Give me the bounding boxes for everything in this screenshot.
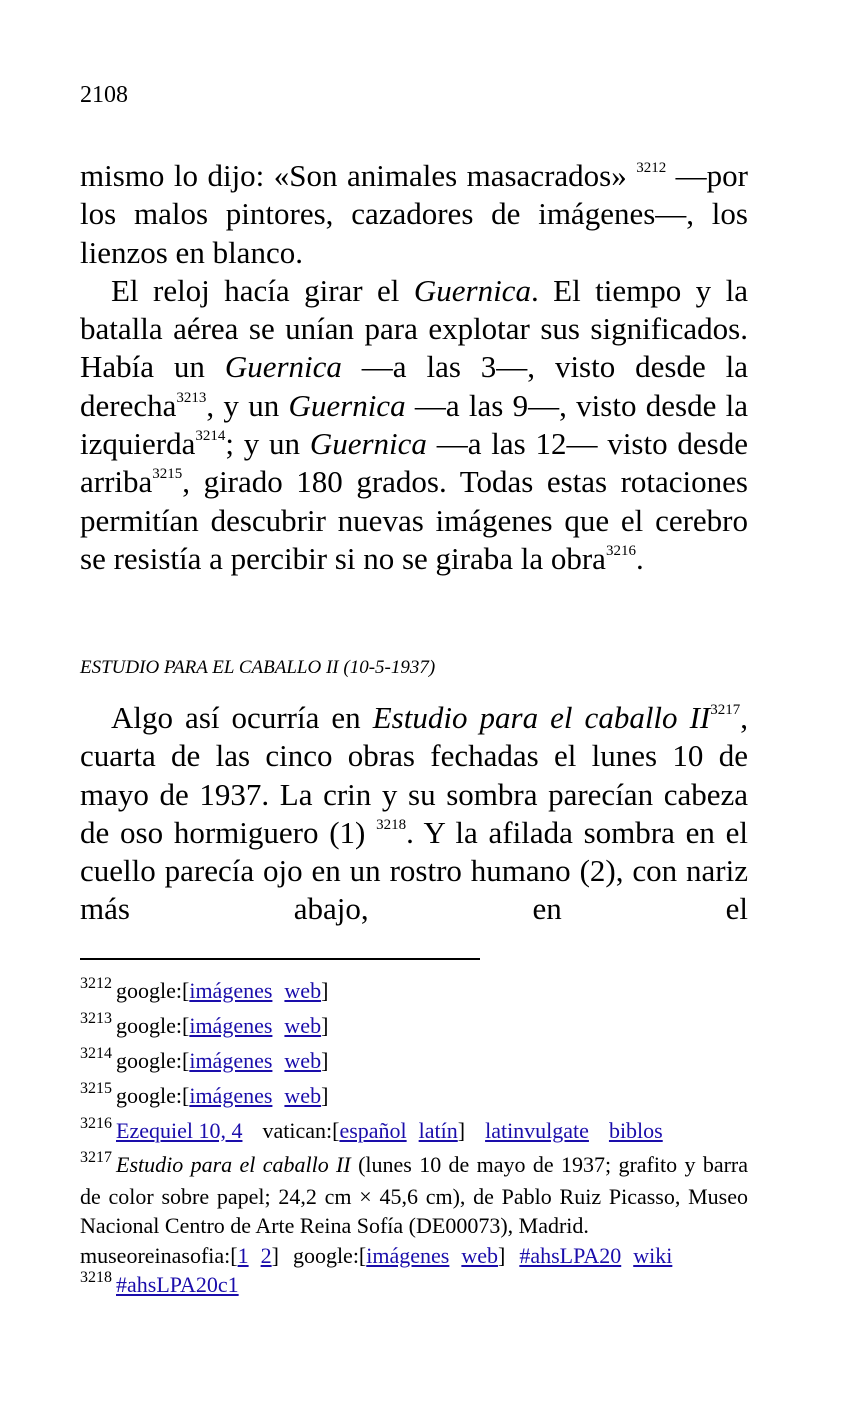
main-text-top	[80, 157, 748, 578]
text-span: google:[	[292, 1243, 367, 1268]
text-span: —por los malos pintores, cazadores de imágenes—, los lienzos en blanco.	[80, 158, 748, 270]
web-link[interactable]: web	[284, 978, 322, 1003]
espanol-link[interactable]: español	[339, 1118, 407, 1143]
footnote-ref: 3214	[195, 428, 226, 445]
italic-title: Estudio para el caballo II	[372, 700, 711, 735]
museo-link-2[interactable]: 2	[260, 1243, 272, 1268]
text-span: museoreinasofia:[	[80, 1243, 238, 1268]
web-link[interactable]: web	[461, 1243, 499, 1268]
latin-link[interactable]: latín	[418, 1118, 458, 1143]
text-span: ]	[271, 1243, 279, 1268]
text-span: mismo lo dijo: «Son animales masacrados»	[80, 158, 627, 193]
text-span: google:[	[116, 1013, 190, 1038]
italic-title: Guernica	[288, 387, 406, 423]
section-heading: ESTUDIO PARA EL CABALLO II (10-5-1937)	[80, 657, 436, 678]
web-link[interactable]: web	[284, 1013, 322, 1038]
text-span: . El tiempo y la batalla aérea se unían para explotar sus significados. Había un	[80, 272, 748, 385]
wiki-link[interactable]: wiki	[633, 1243, 673, 1268]
footnote-number: 3218	[80, 1269, 112, 1286]
page-number: 2108	[80, 82, 128, 108]
footnote-3217	[80, 1150, 748, 1240]
text-span: ]	[457, 1118, 466, 1143]
paragraph-2	[80, 272, 748, 578]
text-span: ]	[321, 1013, 329, 1038]
text-span: ; y un	[225, 426, 310, 462]
footnote-ref: 3218	[376, 816, 407, 833]
text-span: google:[	[116, 1083, 190, 1108]
text-span: ]	[321, 978, 329, 1003]
footnote-number: 3215	[80, 1080, 112, 1097]
images-link[interactable]: imágenes	[189, 978, 273, 1003]
footnote-3215	[80, 1080, 748, 1115]
footnote-number: 3217	[80, 1149, 112, 1166]
latinvulgate-link[interactable]: latinvulgate	[485, 1118, 589, 1143]
footnote-3217-links	[80, 1240, 748, 1272]
text-span: —a las 9—, visto desde la izquierda	[80, 387, 748, 462]
text-span: , cuarta de las cinco obras fechadas el lunes 10 de mayo de 1937. La crin y su sombra parecían cabeza de oso hormiguero (1)	[80, 700, 748, 850]
ezequiel-link[interactable]: Ezequiel 10, 4	[116, 1118, 243, 1143]
paragraph-3	[80, 699, 748, 929]
text-span: El reloj hacía girar el	[111, 272, 414, 308]
text-span: google:[	[116, 1048, 190, 1073]
museo-link-1[interactable]: 1	[237, 1243, 249, 1268]
text-span: —a las 12— visto desde arriba	[80, 426, 748, 500]
footnote-number: 3216	[80, 1115, 112, 1132]
footnote-3218	[80, 1269, 748, 1301]
italic-title: Guernica	[224, 349, 342, 385]
text-span: —a las 3—, visto desde la derecha	[80, 349, 748, 423]
footnote-number: 3214	[80, 1045, 112, 1062]
footnote-3216	[80, 1115, 748, 1150]
italic-title: Guernica	[309, 426, 427, 462]
footnote-3213	[80, 1010, 748, 1045]
text-span: vatican:[	[262, 1118, 340, 1143]
text-span: , y un	[206, 387, 289, 423]
footnote-ref: 3213	[176, 389, 207, 406]
text-span: .	[635, 540, 644, 576]
footnote-ref: 3212	[636, 160, 667, 176]
text-span: google:[	[116, 978, 190, 1003]
footnote-ref: 3215	[152, 466, 183, 483]
text-span: . Y la afilada sombra en el cuello parecía ojo en un rostro humano (2), con nariz más abajo, en el	[80, 814, 748, 927]
images-link[interactable]: imágenes	[189, 1013, 273, 1038]
footnote-ref: 3217	[710, 702, 741, 718]
italic-title: Guernica	[413, 272, 531, 308]
web-link[interactable]: web	[284, 1048, 322, 1073]
footnote-number: 3212	[80, 975, 112, 992]
text-span: Algo así ocurría en	[111, 700, 373, 735]
footnote-divider	[80, 958, 480, 960]
footnote-3212	[80, 975, 748, 1010]
ahslpa20c1-link[interactable]: #ahsLPA20c1	[116, 1272, 239, 1297]
ahslpa20-link[interactable]: #ahsLPA20	[519, 1243, 622, 1268]
footnote-3214	[80, 1045, 748, 1080]
images-link[interactable]: imágenes	[189, 1083, 273, 1108]
text-span: , girado 180 grados. Todas estas rotaciones permitían descubrir nuevas imágenes que el cerebro se resistía a percibir si no se giraba la obra	[80, 464, 748, 576]
italic-title: Estudio para el caballo II	[116, 1152, 351, 1177]
main-text-bottom	[80, 699, 748, 929]
biblos-link[interactable]: biblos	[608, 1118, 663, 1143]
text-span: (lunes 10 de mayo de 1937; grafito y barra de color sobre papel; 24,2 cm × 45,6 cm), de Pablo Ruiz Picasso, Museo Nacional Centro de Arte Reina Sofía (DE00073), Madrid.	[80, 1152, 748, 1238]
text-span: ]	[498, 1243, 506, 1268]
web-link[interactable]: web	[284, 1083, 322, 1108]
text-span: ]	[321, 1083, 329, 1108]
footnote-ref: 3216	[605, 542, 636, 559]
text-span: ]	[321, 1048, 329, 1073]
images-link[interactable]: imágenes	[366, 1243, 450, 1268]
images-link[interactable]: imágenes	[189, 1048, 273, 1073]
footnote-number: 3213	[80, 1010, 112, 1027]
paragraph-1	[80, 157, 748, 272]
footnotes	[80, 975, 748, 1301]
